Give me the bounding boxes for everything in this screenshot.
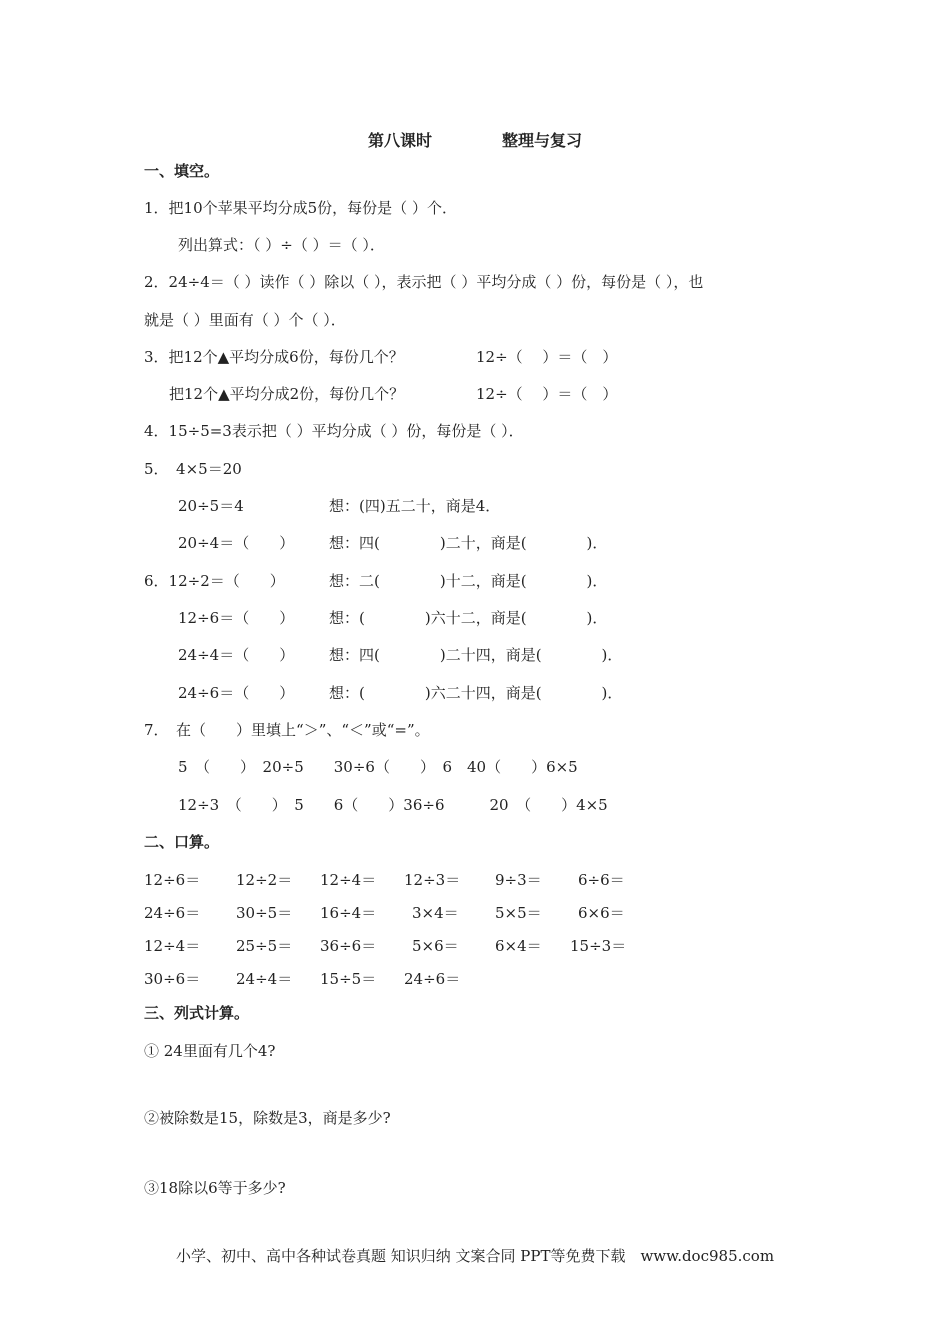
- title-topic: 整理与复习: [502, 131, 583, 150]
- section-heading-fill-in: 一、填空。: [144, 162, 220, 180]
- grid-cell: 30÷5＝: [236, 904, 293, 922]
- section-heading-written-calc: 三、列式计算。: [144, 1004, 250, 1022]
- grid-cell: 15÷3＝: [570, 937, 627, 955]
- question-6b-expr: 12÷6＝（ ）: [178, 609, 295, 627]
- grid-cell: 5×5＝: [495, 904, 542, 922]
- question-6a-hint: 想：二( )十二，商是( )．: [329, 572, 608, 590]
- grid-cell: 24÷4＝: [236, 970, 293, 988]
- grid-cell: 6×4＝: [495, 937, 542, 955]
- grid-cell: 24÷6＝: [144, 904, 201, 922]
- question-7-row-1: 5 （ ） 20÷5 30÷6（ ） 6 40（ ）6×5: [178, 758, 578, 776]
- grid-cell: 15÷5＝: [320, 970, 377, 988]
- question-5a-expr: 20÷5＝4: [178, 497, 244, 515]
- grid-cell: 16÷4＝: [320, 904, 377, 922]
- question-3a: 3．把12个▲平均分成6份，每份几个？: [144, 348, 404, 366]
- grid-cell: 12÷4＝: [144, 937, 201, 955]
- grid-cell: 5×6＝: [412, 937, 459, 955]
- grid-cell: 9÷3＝: [495, 871, 542, 889]
- question-5b-expr: 20÷4＝（ ）: [178, 534, 295, 552]
- grid-cell: 6×6＝: [578, 904, 625, 922]
- grid-cell: 24÷6＝: [404, 970, 461, 988]
- grid-cell: 12÷2＝: [236, 871, 293, 889]
- question-3b: 把12个▲平均分成2份，每份几个？: [169, 385, 405, 403]
- grid-cell: 12÷3＝: [404, 871, 461, 889]
- grid-cell: 36÷6＝: [320, 937, 377, 955]
- question-4: 4．15÷5=3表示把（ ）平均分成（ ）份，每份是（ ）．: [144, 422, 524, 440]
- question-3b-formula: 12÷（ ）＝（ ）: [476, 385, 618, 403]
- question-7: 7． 在（ ）里填上“＞”、“＜”或“=”。: [144, 721, 430, 739]
- grid-cell: 12÷6＝: [144, 871, 201, 889]
- grid-cell: 25÷5＝: [236, 937, 293, 955]
- page-title: [0, 128, 950, 151]
- question-2-line-1: 2．24÷4＝（ ）读作（ ）除以（ ），表示把（ ）平均分成（ ）份，每份是（ ），也: [144, 273, 704, 291]
- question-7-row-2: 12÷3 （ ） 5 6（ ）36÷6 20 （ ）4×5: [178, 796, 608, 814]
- question-6a-expr: 6．12÷2＝（ ）: [144, 572, 285, 590]
- grid-cell: 12÷4＝: [320, 871, 377, 889]
- question-6d-hint: 想：( )六二十四，商是( )．: [329, 684, 623, 702]
- question-5b-hint: 想：四( )二十，商是( )．: [329, 534, 608, 552]
- question-6d-expr: 24÷6＝（ ）: [178, 684, 295, 702]
- question-6c-expr: 24÷4＝（ ）: [178, 646, 295, 664]
- question-6b-hint: 想：( )六十二，商是( )．: [329, 609, 608, 627]
- question-6c-hint: 想：四( )二十四，商是( )．: [329, 646, 623, 664]
- question-5: 5． 4×5＝20: [144, 460, 242, 478]
- title-lesson: 第八课时: [367, 131, 432, 150]
- written-calc-item-1: ① 24里面有几个4?: [144, 1042, 276, 1060]
- grid-cell: 30÷6＝: [144, 970, 201, 988]
- grid-cell: 6÷6＝: [578, 871, 625, 889]
- question-1: 1．把10个苹果平均分成5份，每份是（ ）个．: [144, 199, 457, 217]
- question-1-formula: 列出算式：（ ）÷（ ）＝（ ）．: [178, 236, 385, 254]
- grid-cell: 3×4＝: [412, 904, 459, 922]
- section-heading-mental-math: 二、口算。: [144, 833, 220, 851]
- question-2-line-2: 就是（ ）里面有（ ）个（ ）．: [144, 311, 346, 329]
- written-calc-item-2: ②被除数是15，除数是3，商是多少?: [144, 1109, 391, 1127]
- written-calc-item-3: ③18除以6等于多少?: [144, 1179, 286, 1197]
- question-5a-hint: 想：(四)五二十，商是4．: [329, 497, 501, 515]
- question-3a-formula: 12÷（ ）＝（ ）: [476, 348, 618, 366]
- page-footer: 小学、初中、高中各种试卷真题 知识归纳 文案合同 PPT等免费下载 www.doc985.com: [175, 1247, 775, 1265]
